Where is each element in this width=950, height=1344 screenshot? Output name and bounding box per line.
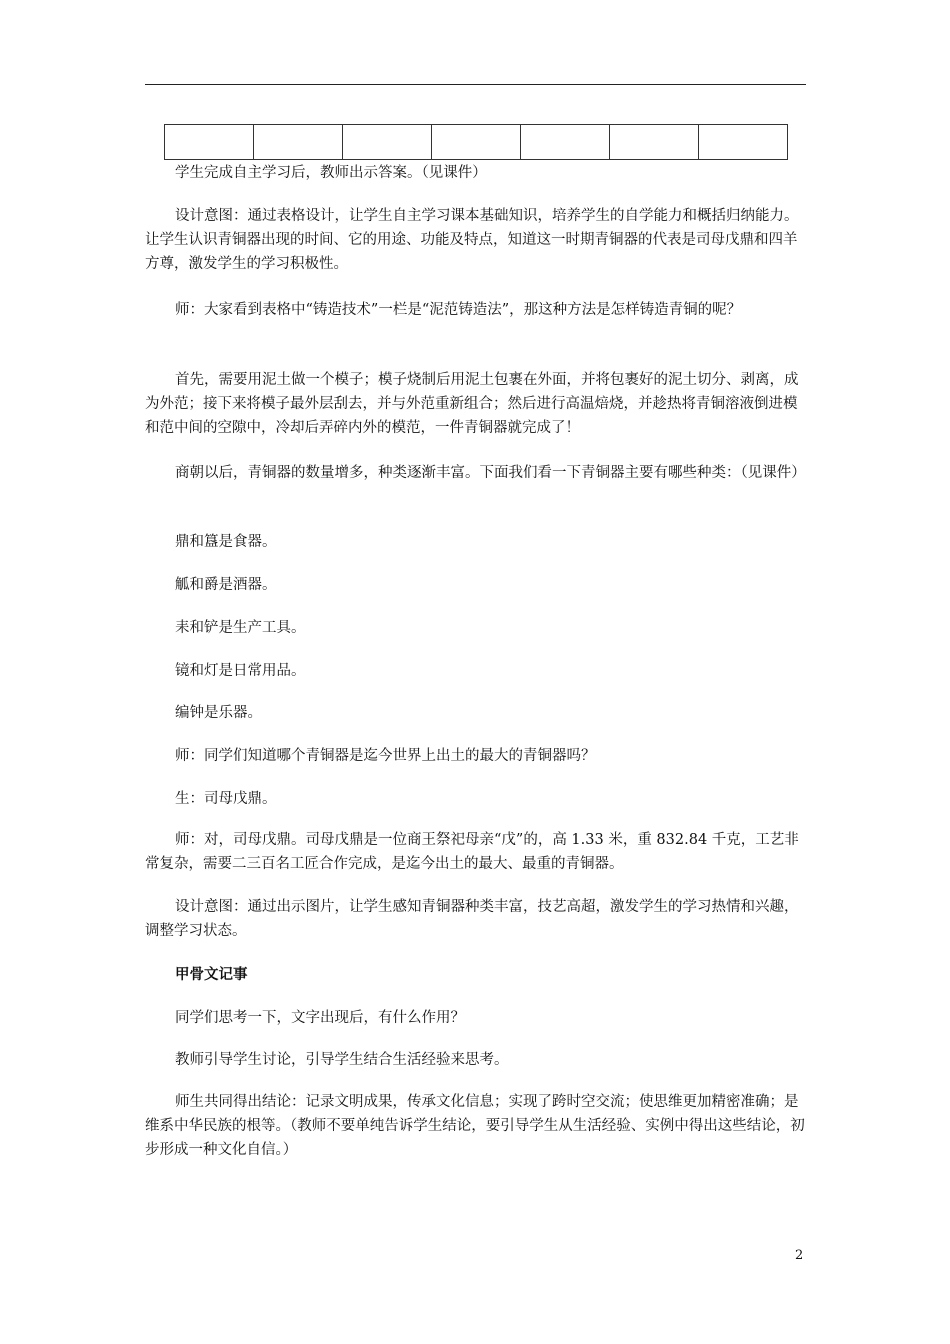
table-row [165, 125, 788, 160]
paragraph-teacher-question-largest: 师：同学们知道哪个青铜器是迄今世界上出土的最大的青铜器吗？ [175, 748, 596, 764]
page-number: 2 [795, 1248, 804, 1263]
paragraph-bronze-types-intro: 商朝以后，青铜器的数量增多，种类逐渐丰富。下面我们看一下青铜器主要有哪些种类：（见课件） [175, 465, 806, 481]
header-rule [145, 84, 806, 85]
table-cell [699, 125, 788, 160]
paragraph-student-answer: 生：司母戊鼎。 [175, 791, 277, 807]
paragraph-instruments: 编钟是乐器。 [175, 705, 262, 721]
paragraph-daily-items: 镜和灯是日常用品。 [175, 663, 306, 679]
paragraph-teacher-question-casting: 师：大家看到表格中“铸造技术”一栏是“泥范铸造法”，那这种方法是怎样铸造青铜的呢？ [175, 302, 742, 318]
paragraph-teacher-explanation: 师：对，司母戊鼎。司母戊鼎是一位商王祭祀母亲“戊”的，高 1.33 米，重 832.84 千克，工艺非常复杂，需要二三百名工匠合作完成，是迄今出土的最大、最重的青铜器。 [145, 832, 799, 872]
section-heading-oracle-bone: 甲骨文记事 [175, 966, 248, 983]
paragraph-casting-process: 首先，需要用泥土做一个模子；模子烧制后用泥土包裹在外面，并将包裹好的泥土切分、剥离，成为外范；接下来将模子最外层刮去，并与外范重新组合；然后进行高温焙烧，并趁热将青铜溶液倒进模和范中间的空隙中，冷却后弄碎内外的模范，一件青铜器就完成了！ [145, 372, 799, 436]
table-cell [432, 125, 521, 160]
table-cell [343, 125, 432, 160]
table-cell [610, 125, 699, 160]
paragraph-design-intent-1: 设计意图：通过表格设计，让学生自主学习课本基础知识，培养学生的自学能力和概括归纳能力。让学生认识青铜器出现的时间、它的用途、功能及特点，知道这一时期青铜器的代表是司母戊鼎和四羊方尊，激发学生的学习积极性。 [145, 208, 799, 272]
paragraph-design-intent-2: 设计意图：通过出示图片，让学生感知青铜器种类丰富，技艺高超，激发学生的学习热情和兴趣，调整学习状态。 [145, 899, 799, 939]
paragraph-food-vessels: 鼎和簋是食器。 [175, 534, 277, 550]
paragraph-answer-note: 学生完成自主学习后，教师出示答案。（见课件） [175, 165, 487, 181]
paragraph-think-question: 同学们思考一下，文字出现后，有什么作用？ [175, 1010, 465, 1026]
table-cell [165, 125, 254, 160]
table-cell [254, 125, 343, 160]
table-cell [521, 125, 610, 160]
paragraph-teacher-guidance: 教师引导学生讨论，引导学生结合生活经验来思考。 [175, 1052, 509, 1068]
paragraph-conclusion: 师生共同得出结论：记录文明成果，传承文化信息；实现了跨时空交流；使思维更加精密准确；是维系中华民族的根等。（教师不要单纯告诉学生结论，要引导学生从生活经验、实例中得出这些结论，初步形成一种文化自信。） [145, 1094, 805, 1158]
paragraph-tools: 耒和铲是生产工具。 [175, 620, 306, 636]
answer-table [164, 124, 788, 160]
paragraph-wine-vessels: 觚和爵是酒器。 [175, 577, 277, 593]
